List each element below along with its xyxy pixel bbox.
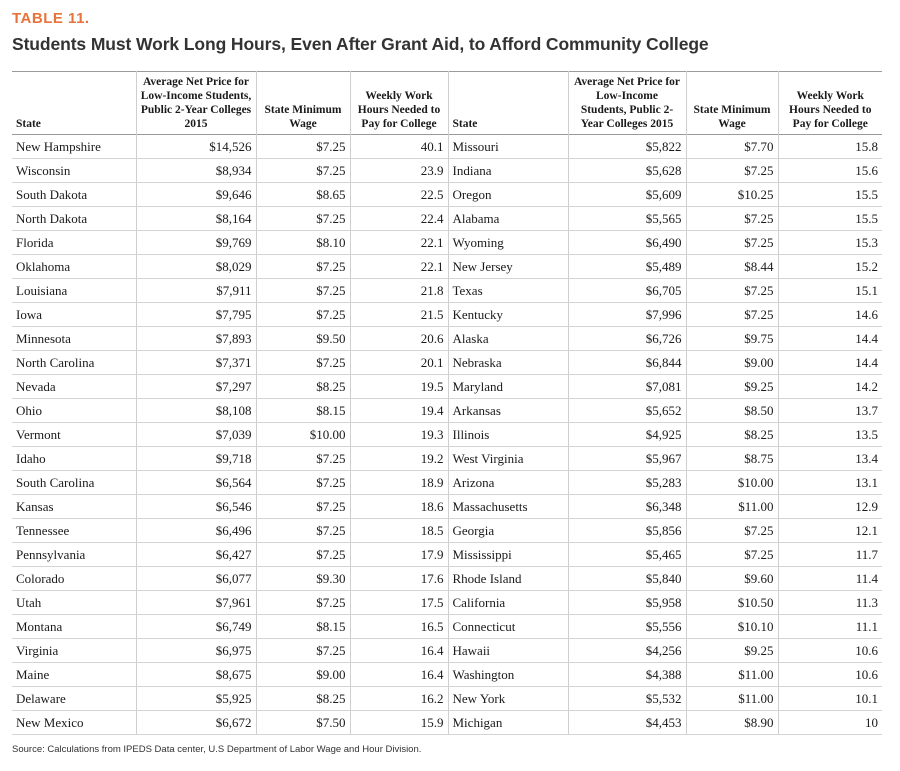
cell-hours-left: 19.4 xyxy=(350,399,448,423)
cell-hours-right: 13.7 xyxy=(778,399,882,423)
cell-state-right: Arizona xyxy=(448,471,568,495)
cell-hours-right: 15.6 xyxy=(778,159,882,183)
cell-hours-left: 18.9 xyxy=(350,471,448,495)
cell-hours-right: 10 xyxy=(778,711,882,735)
cell-hours-right: 10.1 xyxy=(778,687,882,711)
cell-min-wage-left: $7.25 xyxy=(256,303,350,327)
table-row xyxy=(12,375,882,399)
cell-hours-left: 22.4 xyxy=(350,207,448,231)
cell-net-price-left: $6,672 xyxy=(136,711,256,735)
table-row xyxy=(12,663,882,687)
cell-net-price-left: $7,371 xyxy=(136,351,256,375)
cell-hours-left: 40.1 xyxy=(350,135,448,159)
cell-min-wage-left: $8.25 xyxy=(256,687,350,711)
cell-net-price-right: $5,840 xyxy=(568,567,686,591)
cell-net-price-right: $5,489 xyxy=(568,255,686,279)
cell-hours-left: 20.1 xyxy=(350,351,448,375)
cell-state-right: Indiana xyxy=(448,159,568,183)
cell-net-price-left: $7,297 xyxy=(136,375,256,399)
cell-hours-left: 17.9 xyxy=(350,543,448,567)
source-note: Source: Calculations from IPEDS Data center, U.S Department of Labor Wage and Hour Division. xyxy=(12,744,422,755)
cell-min-wage-left: $7.25 xyxy=(256,519,350,543)
cell-hours-left: 17.5 xyxy=(350,591,448,615)
cell-min-wage-left: $7.25 xyxy=(256,543,350,567)
cell-state-left: Maine xyxy=(12,663,136,687)
header-state-left: State xyxy=(12,72,136,135)
cell-hours-left: 22.5 xyxy=(350,183,448,207)
cell-hours-right: 11.1 xyxy=(778,615,882,639)
cell-net-price-right: $5,565 xyxy=(568,207,686,231)
cell-net-price-left: $8,029 xyxy=(136,255,256,279)
cell-state-right: Alabama xyxy=(448,207,568,231)
cell-net-price-left: $7,961 xyxy=(136,591,256,615)
cell-hours-left: 19.2 xyxy=(350,447,448,471)
cell-hours-right: 10.6 xyxy=(778,663,882,687)
cell-net-price-right: $5,532 xyxy=(568,687,686,711)
cell-state-left: Colorado xyxy=(12,567,136,591)
cell-net-price-right: $6,490 xyxy=(568,231,686,255)
cell-hours-right: 13.5 xyxy=(778,423,882,447)
cell-net-price-left: $7,893 xyxy=(136,327,256,351)
table-row xyxy=(12,495,882,519)
cell-min-wage-right: $8.44 xyxy=(686,255,778,279)
cell-min-wage-right: $9.75 xyxy=(686,327,778,351)
cell-min-wage-right: $7.25 xyxy=(686,159,778,183)
cell-hours-right: 14.4 xyxy=(778,351,882,375)
cell-min-wage-left: $7.25 xyxy=(256,255,350,279)
cell-state-right: Wyoming xyxy=(448,231,568,255)
table-row xyxy=(12,639,882,663)
cell-net-price-left: $6,427 xyxy=(136,543,256,567)
cell-min-wage-right: $7.25 xyxy=(686,519,778,543)
cell-net-price-right: $5,465 xyxy=(568,543,686,567)
header-hours-right: Weekly Work Hours Needed to Pay for College xyxy=(789,90,872,130)
table-row xyxy=(12,255,882,279)
cell-min-wage-right: $8.75 xyxy=(686,447,778,471)
cell-hours-left: 16.4 xyxy=(350,639,448,663)
cell-net-price-left: $9,718 xyxy=(136,447,256,471)
cell-net-price-left: $6,975 xyxy=(136,639,256,663)
cell-hours-right: 14.2 xyxy=(778,375,882,399)
cell-hours-left: 18.5 xyxy=(350,519,448,543)
cell-state-left: Tennessee xyxy=(12,519,136,543)
cell-state-left: South Carolina xyxy=(12,471,136,495)
cell-hours-left: 19.3 xyxy=(350,423,448,447)
cell-min-wage-left: $7.25 xyxy=(256,471,350,495)
cell-state-left: Utah xyxy=(12,591,136,615)
header-row xyxy=(12,72,882,135)
cell-net-price-right: $5,958 xyxy=(568,591,686,615)
cell-net-price-right: $7,996 xyxy=(568,303,686,327)
cell-min-wage-right: $11.00 xyxy=(686,687,778,711)
cell-min-wage-left: $9.30 xyxy=(256,567,350,591)
header-min-wage-right: State Minimum Wage xyxy=(686,72,778,135)
table-row xyxy=(12,231,882,255)
cell-min-wage-right: $8.50 xyxy=(686,399,778,423)
cell-hours-left: 21.8 xyxy=(350,279,448,303)
cell-net-price-left: $7,039 xyxy=(136,423,256,447)
table-label: TABLE 11. xyxy=(12,10,90,27)
header-hours-left: Weekly Work Hours Needed to Pay for College xyxy=(350,72,448,135)
cell-min-wage-left: $7.25 xyxy=(256,639,350,663)
cell-hours-right: 15.1 xyxy=(778,279,882,303)
cell-state-right: Hawaii xyxy=(448,639,568,663)
cell-hours-right: 13.4 xyxy=(778,447,882,471)
cell-hours-right: 11.7 xyxy=(778,543,882,567)
cell-min-wage-left: $9.50 xyxy=(256,327,350,351)
table-row xyxy=(12,279,882,303)
cell-net-price-right: $5,609 xyxy=(568,183,686,207)
cell-state-right: Missouri xyxy=(448,135,568,159)
cell-net-price-right: $4,256 xyxy=(568,639,686,663)
cell-hours-left: 20.6 xyxy=(350,327,448,351)
cell-state-left: Minnesota xyxy=(12,327,136,351)
cell-hours-left: 22.1 xyxy=(350,255,448,279)
cell-net-price-right: $5,283 xyxy=(568,471,686,495)
table-row xyxy=(12,423,882,447)
table-body xyxy=(12,135,882,735)
cell-state-left: Idaho xyxy=(12,447,136,471)
cell-min-wage-left: $8.25 xyxy=(256,375,350,399)
cell-min-wage-right: $10.10 xyxy=(686,615,778,639)
cell-state-left: Oklahoma xyxy=(12,255,136,279)
cell-net-price-right: $5,652 xyxy=(568,399,686,423)
cell-net-price-left: $6,496 xyxy=(136,519,256,543)
cell-net-price-left: $9,769 xyxy=(136,231,256,255)
cell-min-wage-right: $8.25 xyxy=(686,423,778,447)
table-row xyxy=(12,399,882,423)
cell-min-wage-left: $10.00 xyxy=(256,423,350,447)
table-row xyxy=(12,207,882,231)
cell-hours-right: 15.5 xyxy=(778,183,882,207)
cell-state-left: Iowa xyxy=(12,303,136,327)
cell-min-wage-left: $7.25 xyxy=(256,447,350,471)
cell-state-right: Oregon xyxy=(448,183,568,207)
cell-net-price-right: $4,453 xyxy=(568,711,686,735)
cell-hours-right: 11.3 xyxy=(778,591,882,615)
cell-state-left: Nevada xyxy=(12,375,136,399)
header-min-wage-left: State Minimum Wage xyxy=(256,72,350,135)
cell-min-wage-left: $9.00 xyxy=(256,663,350,687)
cell-state-left: Virginia xyxy=(12,639,136,663)
cell-state-right: Connecticut xyxy=(448,615,568,639)
cell-min-wage-left: $8.10 xyxy=(256,231,350,255)
cell-state-left: Florida xyxy=(12,231,136,255)
cell-hours-left: 16.5 xyxy=(350,615,448,639)
cell-state-right: Alaska xyxy=(448,327,568,351)
cell-state-right: Mississippi xyxy=(448,543,568,567)
cell-hours-left: 23.9 xyxy=(350,159,448,183)
cell-min-wage-right: $10.00 xyxy=(686,471,778,495)
table-row xyxy=(12,351,882,375)
cell-state-right: Maryland xyxy=(448,375,568,399)
cell-min-wage-right: $7.25 xyxy=(686,279,778,303)
table-row xyxy=(12,519,882,543)
table-row xyxy=(12,543,882,567)
cell-min-wage-left: $7.50 xyxy=(256,711,350,735)
cell-hours-right: 15.3 xyxy=(778,231,882,255)
cell-state-right: Washington xyxy=(448,663,568,687)
cell-net-price-left: $6,077 xyxy=(136,567,256,591)
cell-hours-right: 11.4 xyxy=(778,567,882,591)
table-row xyxy=(12,327,882,351)
cell-hours-left: 19.5 xyxy=(350,375,448,399)
cell-state-right: Massachusetts xyxy=(448,495,568,519)
cell-min-wage-right: $9.25 xyxy=(686,375,778,399)
cell-net-price-right: $6,844 xyxy=(568,351,686,375)
cell-hours-left: 17.6 xyxy=(350,567,448,591)
cell-min-wage-left: $8.15 xyxy=(256,399,350,423)
table-row xyxy=(12,183,882,207)
cell-net-price-left: $8,675 xyxy=(136,663,256,687)
cell-net-price-right: $5,967 xyxy=(568,447,686,471)
cell-hours-right: 15.5 xyxy=(778,207,882,231)
cell-min-wage-right: $9.60 xyxy=(686,567,778,591)
data-table xyxy=(12,71,882,735)
cell-net-price-left: $8,934 xyxy=(136,159,256,183)
cell-hours-left: 15.9 xyxy=(350,711,448,735)
cell-state-left: Montana xyxy=(12,615,136,639)
cell-net-price-right: $5,822 xyxy=(568,135,686,159)
cell-min-wage-left: $8.15 xyxy=(256,615,350,639)
cell-min-wage-right: $10.25 xyxy=(686,183,778,207)
table-row xyxy=(12,591,882,615)
table-title: Students Must Work Long Hours, Even After Grant Aid, to Afford Community College xyxy=(12,34,709,54)
cell-state-left: Kansas xyxy=(12,495,136,519)
cell-net-price-left: $9,646 xyxy=(136,183,256,207)
cell-net-price-right: $6,726 xyxy=(568,327,686,351)
cell-hours-right: 15.2 xyxy=(778,255,882,279)
cell-state-right: Texas xyxy=(448,279,568,303)
cell-min-wage-left: $7.25 xyxy=(256,159,350,183)
cell-state-left: New Hampshire xyxy=(12,135,136,159)
cell-min-wage-left: $7.25 xyxy=(256,351,350,375)
cell-min-wage-left: $7.25 xyxy=(256,495,350,519)
cell-net-price-right: $7,081 xyxy=(568,375,686,399)
cell-min-wage-right: $9.00 xyxy=(686,351,778,375)
cell-min-wage-right: $8.90 xyxy=(686,711,778,735)
cell-net-price-left: $6,564 xyxy=(136,471,256,495)
cell-state-left: Pennsylvania xyxy=(12,543,136,567)
cell-hours-right: 15.8 xyxy=(778,135,882,159)
cell-net-price-left: $5,925 xyxy=(136,687,256,711)
cell-state-right: Kentucky xyxy=(448,303,568,327)
cell-net-price-right: $4,388 xyxy=(568,663,686,687)
cell-hours-left: 22.1 xyxy=(350,231,448,255)
cell-state-right: Rhode Island xyxy=(448,567,568,591)
table-row xyxy=(12,615,882,639)
table-row xyxy=(12,687,882,711)
cell-net-price-left: $14,526 xyxy=(136,135,256,159)
cell-state-right: California xyxy=(448,591,568,615)
cell-hours-left: 16.4 xyxy=(350,663,448,687)
cell-net-price-right: $5,556 xyxy=(568,615,686,639)
cell-state-left: Wisconsin xyxy=(12,159,136,183)
header-net-price-left: Average Net Price for Low-Income Students, Public 2-Year Colleges 2015 xyxy=(136,72,256,135)
cell-hours-right: 14.6 xyxy=(778,303,882,327)
cell-state-right: Michigan xyxy=(448,711,568,735)
cell-state-left: North Carolina xyxy=(12,351,136,375)
cell-min-wage-left: $8.65 xyxy=(256,183,350,207)
cell-state-right: New Jersey xyxy=(448,255,568,279)
cell-min-wage-right: $11.00 xyxy=(686,495,778,519)
cell-min-wage-right: $11.00 xyxy=(686,663,778,687)
header-state-right: State xyxy=(448,72,568,135)
cell-min-wage-right: $7.25 xyxy=(686,231,778,255)
cell-net-price-left: $6,546 xyxy=(136,495,256,519)
cell-net-price-left: $8,108 xyxy=(136,399,256,423)
table-row xyxy=(12,135,882,159)
cell-state-right: Illinois xyxy=(448,423,568,447)
table-row xyxy=(12,471,882,495)
cell-state-right: Nebraska xyxy=(448,351,568,375)
cell-min-wage-right: $7.25 xyxy=(686,303,778,327)
cell-state-left: Delaware xyxy=(12,687,136,711)
cell-net-price-right: $6,348 xyxy=(568,495,686,519)
cell-net-price-left: $7,795 xyxy=(136,303,256,327)
cell-state-left: South Dakota xyxy=(12,183,136,207)
data-table-container xyxy=(12,71,882,735)
cell-state-right: West Virginia xyxy=(448,447,568,471)
cell-hours-right: 14.4 xyxy=(778,327,882,351)
cell-state-left: Louisiana xyxy=(12,279,136,303)
cell-min-wage-right: $10.50 xyxy=(686,591,778,615)
cell-min-wage-left: $7.25 xyxy=(256,207,350,231)
cell-state-right: Georgia xyxy=(448,519,568,543)
cell-hours-left: 18.6 xyxy=(350,495,448,519)
cell-min-wage-left: $7.25 xyxy=(256,135,350,159)
table-row xyxy=(12,159,882,183)
table-row xyxy=(12,303,882,327)
cell-net-price-right: $4,925 xyxy=(568,423,686,447)
cell-hours-right: 12.9 xyxy=(778,495,882,519)
cell-min-wage-left: $7.25 xyxy=(256,279,350,303)
cell-min-wage-right: $9.25 xyxy=(686,639,778,663)
cell-min-wage-right: $7.25 xyxy=(686,543,778,567)
cell-net-price-left: $8,164 xyxy=(136,207,256,231)
cell-min-wage-right: $7.25 xyxy=(686,207,778,231)
cell-state-right: New York xyxy=(448,687,568,711)
cell-net-price-left: $7,911 xyxy=(136,279,256,303)
cell-min-wage-right: $7.70 xyxy=(686,135,778,159)
cell-hours-right: 13.1 xyxy=(778,471,882,495)
cell-min-wage-left: $7.25 xyxy=(256,591,350,615)
cell-net-price-right: $5,856 xyxy=(568,519,686,543)
cell-state-left: New Mexico xyxy=(12,711,136,735)
cell-state-left: Vermont xyxy=(12,423,136,447)
cell-net-price-right: $6,705 xyxy=(568,279,686,303)
cell-net-price-right: $5,628 xyxy=(568,159,686,183)
cell-state-left: Ohio xyxy=(12,399,136,423)
cell-hours-left: 21.5 xyxy=(350,303,448,327)
table-row xyxy=(12,711,882,735)
cell-hours-right: 12.1 xyxy=(778,519,882,543)
cell-state-left: North Dakota xyxy=(12,207,136,231)
cell-hours-left: 16.2 xyxy=(350,687,448,711)
header-net-price-right: Average Net Price for Low-Income Students, Public 2-Year Colleges 2015 xyxy=(568,72,686,135)
cell-net-price-left: $6,749 xyxy=(136,615,256,639)
cell-hours-right: 10.6 xyxy=(778,639,882,663)
table-row xyxy=(12,567,882,591)
table-row xyxy=(12,447,882,471)
cell-state-right: Arkansas xyxy=(448,399,568,423)
